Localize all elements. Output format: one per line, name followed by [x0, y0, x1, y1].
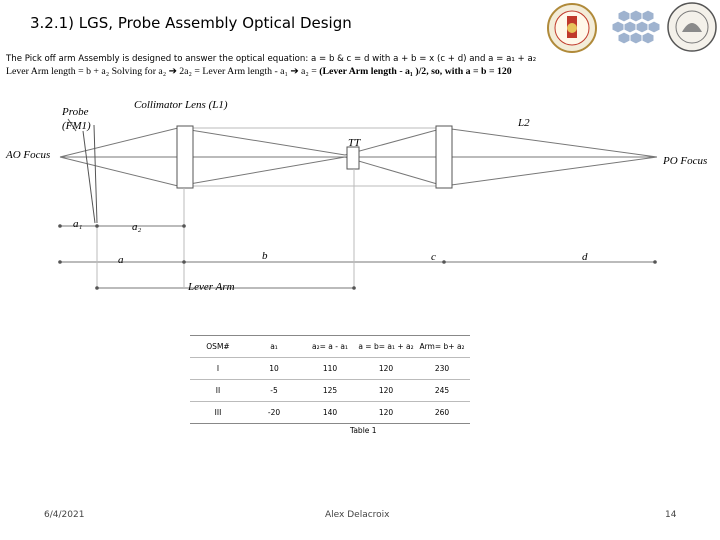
table-cell: 125: [302, 380, 358, 402]
table-header-cell: Arm= b+ a₂: [414, 336, 470, 358]
table-header-cell: a = b= a₁ + a₂: [358, 336, 414, 358]
table-cell: 140: [302, 402, 358, 424]
probe-fm1-label: (FM1): [62, 120, 91, 132]
optical-equation-line-1: The Pick off arm Assembly is designed to answer the optical equation: a = b & c = d with a + b = x (c + d) and a = a₁ + a₂: [6, 54, 537, 64]
a1-label: a₁: [73, 218, 83, 230]
footer-author: Alex Delacroix: [325, 510, 390, 520]
table-header-cell: a₁: [246, 336, 302, 358]
equation-line-2-bold: (Lever Arm length - a₁ )/2, so, with a = b = 120: [319, 66, 512, 77]
table-cell: 245: [414, 380, 470, 402]
tt-label: TT: [348, 137, 361, 149]
observatory-seal-logo: [668, 3, 716, 51]
po-focus-label: PO Focus: [663, 155, 708, 167]
table-cell: 110: [302, 358, 358, 380]
a-label: a: [118, 254, 124, 266]
ao-focus-label: AO Focus: [6, 149, 51, 161]
table-header-cell: OSM#: [190, 336, 246, 358]
table-cell: 260: [414, 402, 470, 424]
table-cell: I: [190, 358, 246, 380]
lever-arm-label: Lever Arm: [188, 281, 235, 293]
probe-fold-mirror-fm1: [68, 119, 97, 223]
osm-table: [190, 335, 470, 424]
b-label: b: [262, 250, 268, 262]
table-cell: 120: [358, 380, 414, 402]
university-seal-logo: [548, 4, 596, 52]
logos: [540, 2, 720, 54]
table-cell: -5: [246, 380, 302, 402]
table-header-cell: a₂= a - a₁: [302, 336, 358, 358]
table-cell: 230: [414, 358, 470, 380]
table-cell: III: [190, 402, 246, 424]
equation-line-2-normal: Lever Arm length = b + a₂ Solving for a₂ ➔ 2a₂ = Lever Arm length - a₁ ➔ a₂ =: [6, 66, 320, 77]
d-label: d: [582, 251, 588, 263]
collimator-lens-label: Collimator Lens (L1): [134, 99, 228, 111]
table-cell: 120: [358, 358, 414, 380]
table-caption: Table 1: [350, 426, 377, 435]
telescope-mirror-segments-logo: [612, 10, 660, 44]
slide-title: 3.2.1) LGS, Probe Assembly Optical Design: [30, 14, 352, 32]
table-cell: 120: [358, 402, 414, 424]
table-row: [190, 358, 470, 380]
collimator-lens-l1: [177, 126, 193, 188]
lens-l2: [436, 126, 452, 188]
table-row: [190, 402, 470, 424]
tip-tilt-mirror-tt: [347, 147, 359, 169]
slide-number: 14: [665, 510, 677, 520]
optical-equation-line-2: [6, 66, 512, 77]
table-header-row: [190, 336, 470, 358]
l2-label: L2: [518, 117, 530, 129]
a2-label: a₂: [132, 221, 142, 233]
table-cell: -20: [246, 402, 302, 424]
footer-date: 6/4/2021: [44, 510, 85, 520]
probe-label: Probe: [62, 106, 89, 118]
table-cell: II: [190, 380, 246, 402]
optical-layout-diagram: [0, 95, 720, 300]
c-label: c: [431, 251, 436, 263]
table-cell: 10: [246, 358, 302, 380]
table-row: [190, 380, 470, 402]
